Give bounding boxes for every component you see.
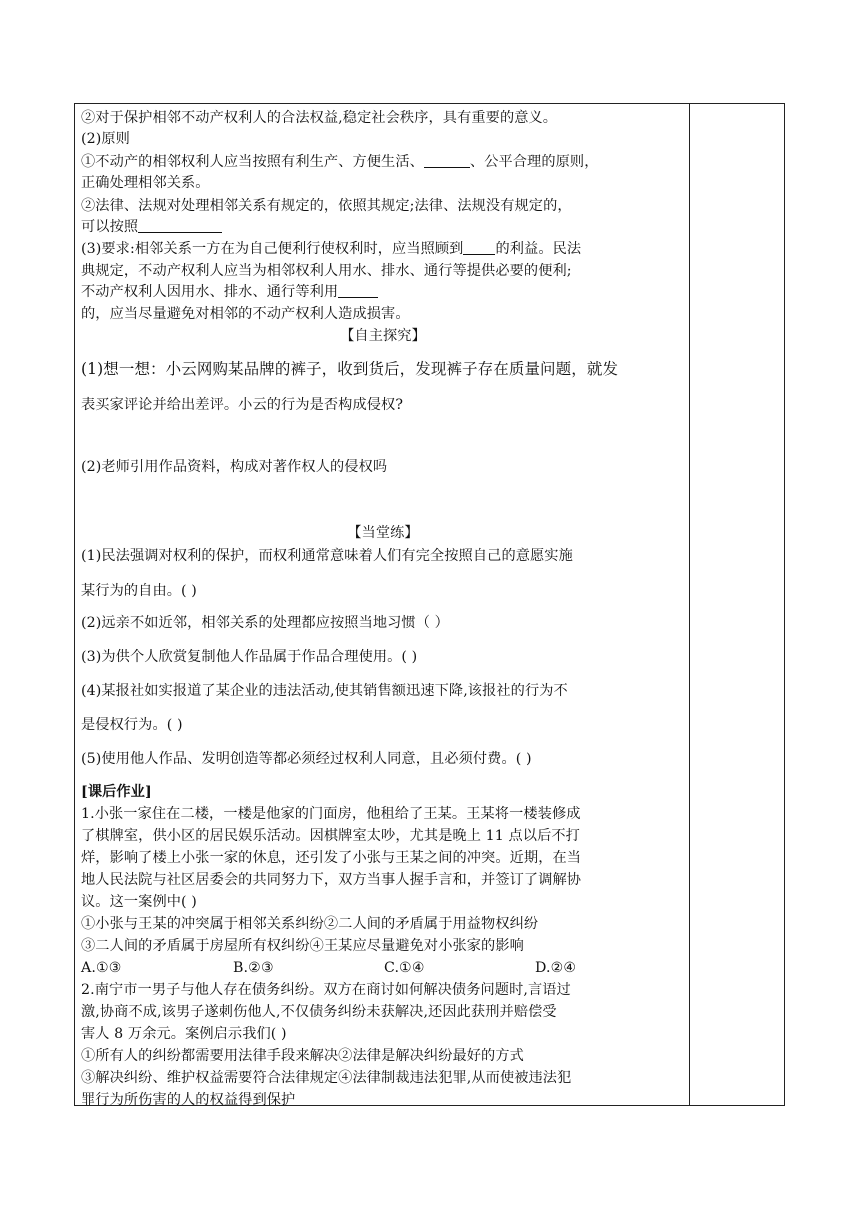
text-line: 典规定，不动产权利人应当为相邻权利人用水、排水、通行等提供必要的便利; bbox=[81, 263, 572, 279]
section-heading-homework: [课后作业] bbox=[81, 784, 152, 800]
option-a: A.①③ bbox=[81, 960, 122, 976]
column-divider bbox=[689, 104, 690, 1105]
text-line: 了棋牌室，供小区的居民娱乐活动。因棋牌室太吵，尤其是晚上 11 点以后不打 bbox=[81, 828, 580, 844]
text-line: ①小张与王某的冲突属于相邻关系纠纷②二人间的矛盾属于用益物权纠纷 bbox=[81, 916, 539, 932]
text-line: 可以按照 bbox=[81, 217, 222, 237]
option-b: B.②③ bbox=[233, 960, 274, 976]
text-line: 不动产权利人因用水、排水、通行等利用 bbox=[81, 282, 378, 302]
fill-blank bbox=[338, 283, 378, 298]
text-line: 的，应当尽量避免对相邻的不动产权利人造成损害。 bbox=[81, 306, 410, 322]
text-line: 地人民法院与社区居委会的共同努力下，双方当事人握手言和，并签订了调解协 bbox=[81, 872, 582, 888]
fill-blank bbox=[138, 218, 222, 233]
text-line: 烊，影响了楼上小张一家的休息，还引发了小张与王某之间的冲突。近期，在当 bbox=[81, 850, 582, 866]
worksheet-table bbox=[74, 103, 785, 1106]
text-line: 罪行为所伤害的人的权益得到保护 bbox=[81, 1092, 296, 1108]
text-line: 1.小张一家住在二楼，一楼是他家的门面房，他租给了王某。王某将一楼装修成 bbox=[81, 806, 581, 822]
section-heading-explore: 【自主探究】 bbox=[340, 328, 426, 344]
text-line: (2)原则 bbox=[81, 131, 130, 147]
text-line: ①所有人的纠纷都需要用法律手段来解决②法律是解决纠纷最好的方式 bbox=[81, 1048, 524, 1064]
text-line: ②法律、法规对处理相邻关系有规定的，依照其规定;法律、法规没有规定的， bbox=[81, 198, 572, 214]
section-heading-practice: 【当堂练】 bbox=[347, 525, 419, 541]
text-line: (1)民法强调对权利的保护，而权利通常意味着人们有完全按照自己的意愿实施 bbox=[81, 548, 573, 564]
text-line: (5)使用他人作品、发明创造等都必须经过权利人同意，且必须付费。( ) bbox=[81, 751, 532, 767]
text-line: (2)远亲不如近邻，相邻关系的处理都应按照当地习惯（ ） bbox=[81, 615, 449, 631]
text-line: (1)想一想：小云网购某品牌的裤子，收到货后，发现裤子存在质量问题，就发 bbox=[81, 360, 619, 378]
text-line: (2)老师引用作品资料，构成对著作权人的侵权吗 bbox=[81, 459, 388, 475]
option-c: C.①④ bbox=[384, 960, 425, 976]
text-line: ②对于保护相邻不动产权利人的合法权益,稳定社会秩序，具有重要的意义。 bbox=[81, 110, 558, 126]
text-line: 正确处理相邻关系。 bbox=[81, 175, 210, 191]
text-line: 表买家评论并给出差评。小云的行为是否构成侵权? bbox=[81, 397, 404, 413]
text-line: 激,协商不成,该男子遂刺伤他人,不仅债务纠纷未获解决,还因此获刑并赔偿受 bbox=[81, 1004, 557, 1020]
text-line: 是侵权行为。( ) bbox=[81, 717, 183, 733]
text-line: ①不动产的相邻权利人应当按照有利生产、方便生活、 、公平合理的原则， bbox=[81, 154, 599, 170]
text-line: (4)某报社如实报道了某企业的违法活动,使其销售额迅速下降,该报社的行为不 bbox=[81, 683, 568, 699]
text-line: ③解决纠纷、维护权益需要符合法律规定④法律制裁违法犯罪,从而使被违法犯 bbox=[81, 1070, 572, 1086]
option-d: D.②④ bbox=[535, 960, 577, 976]
fill-blank bbox=[463, 240, 495, 255]
text-line: 2.南宁市一男子与他人存在债务纠纷。双方在商讨如何解决债务问题时,言语过 bbox=[81, 982, 571, 998]
text-line: 害人 8 万余元。案例启示我们( ) bbox=[81, 1026, 287, 1042]
text-line: (3)要求:相邻关系一方在为自己便利行使权利时，应当照顾到 的利益。民法 bbox=[81, 241, 582, 257]
text-line: ③二人间的矛盾属于房屋所有权纠纷④王某应尽量避免对小张家的影响 bbox=[81, 938, 524, 954]
fill-blank bbox=[424, 153, 470, 168]
text-line: 某行为的自由。( ) bbox=[81, 583, 197, 599]
text-line: 议。这一案例中( ) bbox=[81, 894, 197, 910]
text-line: (3)为供个人欣赏复制他人作品属于作品合理使用。( ) bbox=[81, 649, 418, 665]
